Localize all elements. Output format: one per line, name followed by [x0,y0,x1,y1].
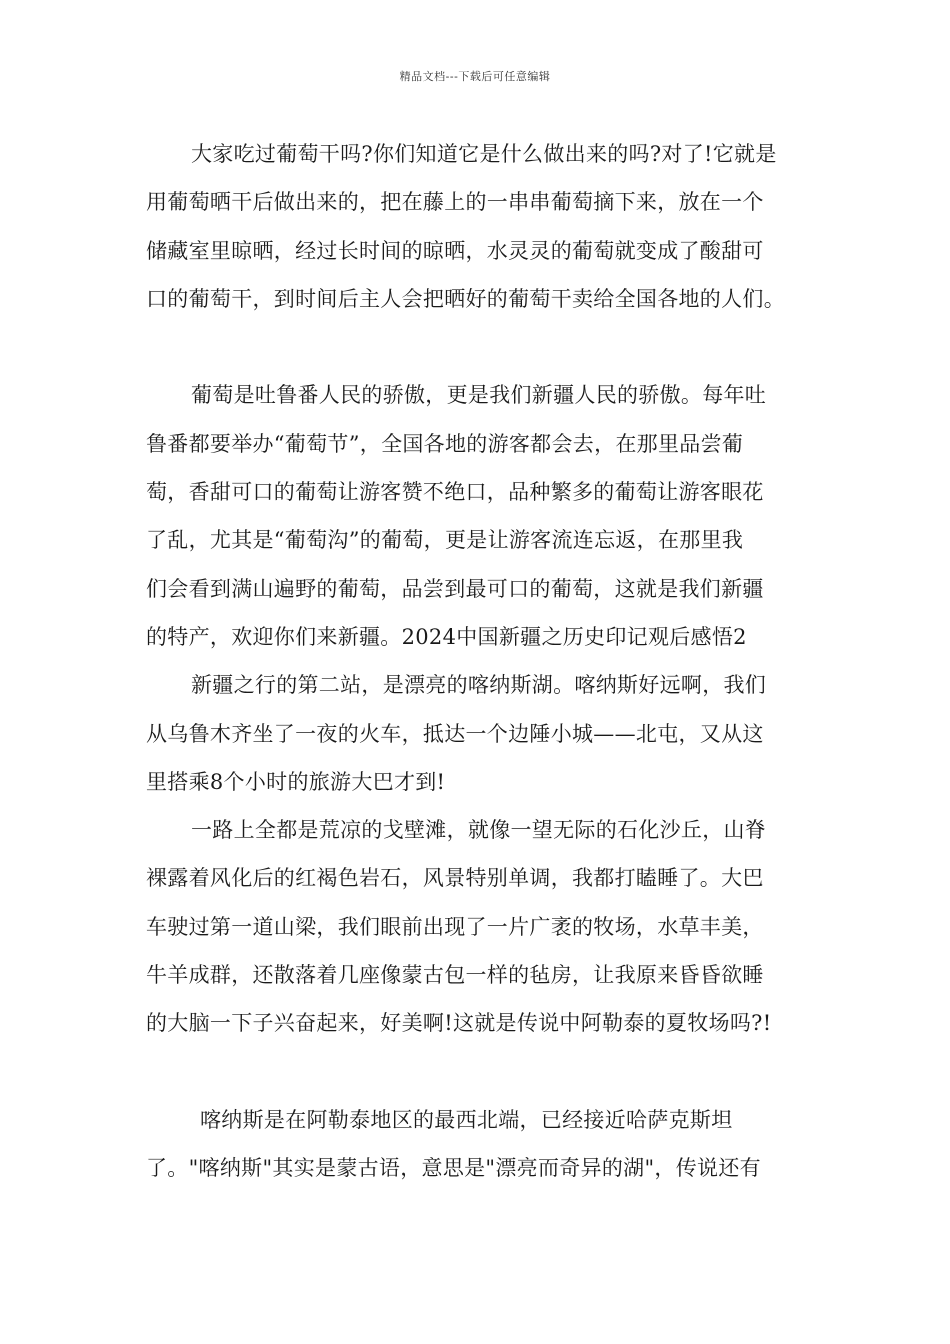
paragraph-line: 口的葡萄干，到时间后主人会把晒好的葡萄干卖给全国各地的人们。 [146,286,785,311]
paragraph-line: 萄，香甜可口的葡萄让游客赞不绝口，品种繁多的葡萄让游客眼花 [146,480,764,505]
paragraph-road [146,806,811,1047]
paragraph-line: 大家吃过葡萄干吗?你们知道它是什么做出来的吗?对了!它就是 [191,142,777,166]
paragraph-line: 车驶过第一道山梁，我们眼前出现了一片广袤的牧场，水草丰美， [146,914,764,939]
page-header: 精品文档---下载后可任意编辑 [399,70,551,83]
paragraph-line: 里搭乘8个小时的旅游大巴才到! [146,769,446,794]
paragraph-line: 牛羊成群，还散落着几座像蒙古包一样的毡房，让我原来昏昏欲睡 [146,963,764,988]
paragraph-kanas-trip [146,661,811,806]
paragraph-line: 新疆之行的第二站，是漂亮的喀纳斯湖。喀纳斯好远啊，我们 [191,673,767,698]
blank-line [146,323,811,371]
paragraph-line: 了乱，尤其是“葡萄沟”的葡萄，更是让游客流连忘返，在那里我 [146,528,744,553]
paragraph-line: 们会看到满山遍野的葡萄，品尝到最可口的葡萄，这就是我们新疆 [146,576,764,601]
paragraph-kanas-location [146,1096,811,1193]
paragraph-raisins [146,130,811,323]
paragraph-line: 裸露着风化后的红褐色岩石，风景特别单调，我都打瞌睡了。大巴 [146,866,764,891]
paragraph-line: 的大脑一下子兴奋起来，好美啊!这就是传说中阿勒泰的夏牧场吗?! [146,1011,772,1036]
paragraph-line: 用葡萄晒干后做出来的，把在藤上的一串串葡萄摘下来，放在一个 [146,190,764,215]
paragraph-line: 一路上全都是荒凉的戈壁滩，就像一望无际的石化沙丘，山脊 [191,818,767,843]
paragraph-line: 了。"喀纳斯"其实是蒙古语，意思是"漂亮而奇异的湖"，传说还有 [146,1156,761,1181]
paragraph-line: 鲁番都要举办“葡萄节”，全国各地的游客都会去，在那里品尝葡 [146,431,744,456]
blank-line [146,1048,811,1096]
paragraph-line: 从乌鲁木齐坐了一夜的火车，抵达一个边陲小城——北屯，又从这 [146,721,764,746]
paragraph-line: 的特产，欢迎你们来新疆。2024中国新疆之历史印记观后感悟2 [146,624,747,649]
paragraph-line: 储藏室里晾晒，经过长时间的晾晒，水灵灵的葡萄就变成了酸甜可 [146,238,764,263]
paragraph-line: 喀纳斯是在阿勒泰地区的最西北端，已经接近哈萨克斯坦 [200,1107,733,1132]
paragraph-grapes [146,371,811,661]
document-body [146,130,811,1193]
paragraph-line: 葡萄是吐鲁番人民的骄傲，更是我们新疆人民的骄傲。每年吐 [191,383,767,408]
